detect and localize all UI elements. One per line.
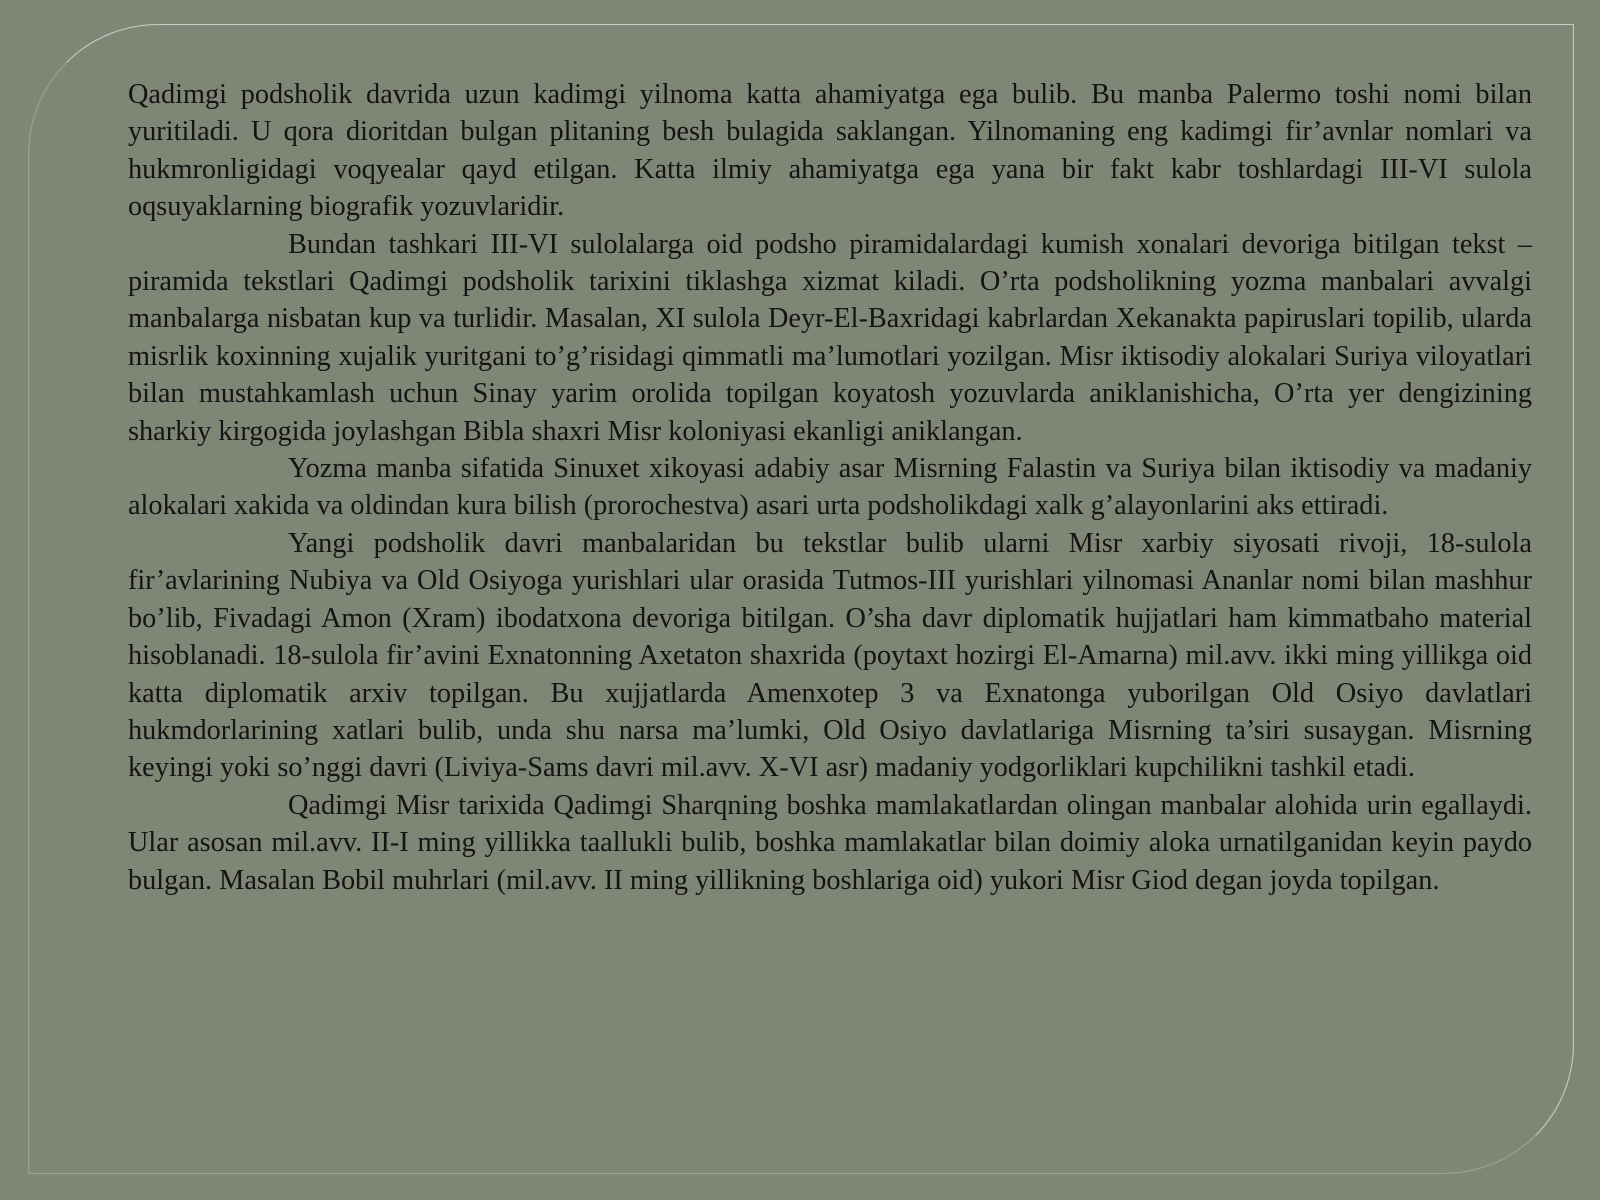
paragraph-3: Yozma manba sifatida Sinuxet xikoyasi adabiy asar Misrning Falastin va Suriya bilan iktisodiy va madaniy alokalari xakida va oldindan kura bilish (prorochestva) asari urta podsholikdagi xalk g’alayonlarini aks ettiradi. — [128, 453, 1532, 522]
paragraph-4: Yangi podsholik davri manbalaridan bu tekstlar bulib ularni Misr xarbiy siyosati rivoji, 18-sulola fir’avlarining Nubiya va Old Osiyoga yurishlari ular orasida Tutmos-III yurishlari yilnomasi Ananlar nomi bilan mashhur bo’lib, Fivadagi Amon (Xram) ibodatxona devoriga bitilgan. O’sha davr diplomatik hujjatlari ham kimmatbaho material hisoblanadi. 18-sulola fir’avini Exnatonning Axetaton shaxrida (poytaxt hozirgi El-Amarna) mil.avv. ikki ming yillikga oid katta diplomatik arxiv topilgan. Bu xujjatlarda Amenxotep 3 va Exnatonga yuborilgan Old Osiyo davlatlari hukmdorlarining xatlari bulib, unda shu narsa ma’lumki, Old Osiyo davlatlariga Misrning ta’siri susaygan. Misrning keyingi yoki so’nggi davri (Liviya-Sams davri mil.avv. X-VI asr) madaniy yodgorliklari kupchilikni tashkil etadi. — [128, 527, 1532, 784]
slide-body-text — [128, 76, 1532, 899]
paragraph-2: Bundan tashkari III-VI sulolalarga oid podsho piramidalardagi kumish xonalari devoriga bitilgan tekst – piramida tekstlari Qadimgi podsholik tarixini tiklashga xizmat kiladi. O’rta podsholikning yozma manbalari avvalgi manbalarga nisbatan kup va turlidir. Masalan, XI sulola Deyr-El-Baxridagi kabrlardan Xekanakta papiruslari topilib, ularda misrlik koxinning xujalik yuritgani to’g’risidagi qimmatli ma’lumotlari yozilgan. Misr iktisodiy alokalari Suriya viloyatlari bilan mustahkamlash uchun Sinay yarim orolida topilgan koyatosh yozuvlarda aniklanishicha, O’rta yer dengizining sharkiy kirgogida joylashgan Bibla shaxri Misr koloniyasi ekanligi aniklangan. — [128, 228, 1532, 447]
paragraph-5: Qadimgi Misr tarixida Qadimgi Sharqning boshka mamlakatlardan olingan manbalar alohida urin egallaydi. Ular asosan mil.avv. II-I ming yillikka taallukli bulib, boshka mamlakatlar bilan doimiy aloka urnatilganidan keyin paydo bulgan. Masalan Bobil muhrlari (mil.avv. II ming yillikning boshlariga oid) yukori Misr Giod degan joyda topilgan. — [128, 789, 1532, 896]
paragraph-1: Qadimgi podsholik davrida uzun kadimgi yilnoma katta ahamiyatga ega bulib. Bu manba Palermo toshi nomi bilan yuritiladi. U qora dioritdan bulgan plitaning besh bulagida saklangan. Yilnomaning eng kadimgi fir’avnlar nomlari va hukmronligidagi voqyealar qayd etilgan. Katta ilmiy ahamiyatga ega yana bir fakt kabr toshlardagi III-VI sulola oqsuyaklarning biografik yozuvlaridir. — [128, 79, 1532, 223]
